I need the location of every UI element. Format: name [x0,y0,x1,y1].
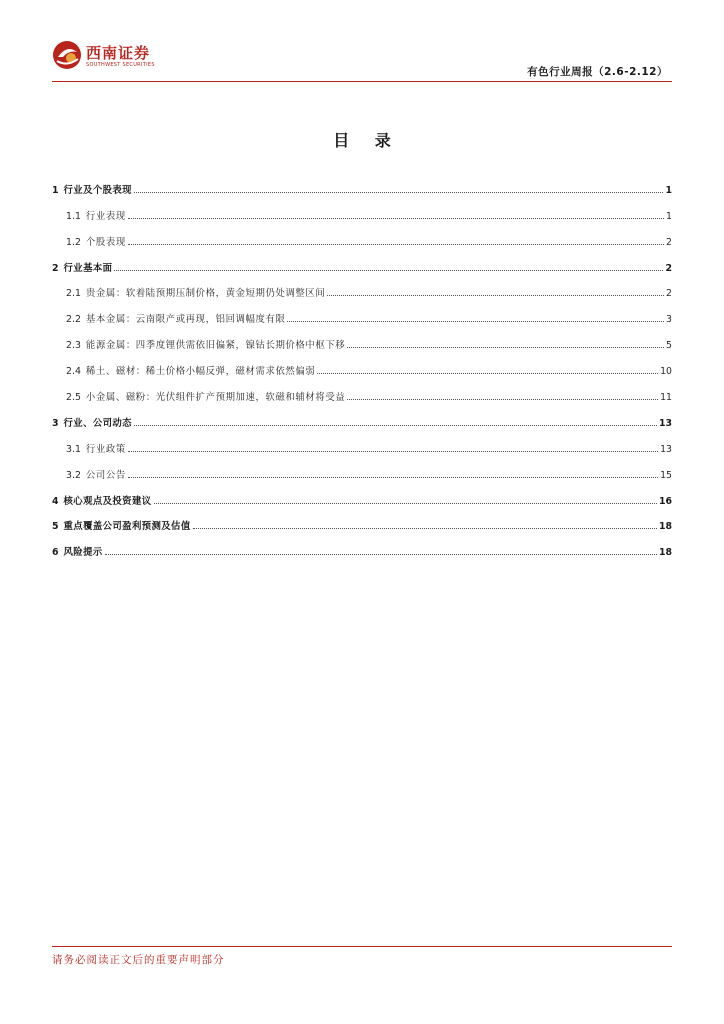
footer-divider [52,946,672,947]
toc-entry-number: 2.3 [66,340,81,352]
toc-entry-page: 11 [660,392,672,404]
toc-entry-title: 能源金属：四季度锂供需依旧偏紧，镍钴长期价格中枢下移 [85,340,346,352]
toc-entry-number: 2.1 [66,288,81,300]
toc-entry[interactable] [52,429,672,455]
toc-entry-title: 公司公告 [85,469,126,481]
toc-entry-page: 13 [658,417,672,429]
toc-entry[interactable] [52,248,672,274]
toc-entry-number: 6 [52,547,59,559]
toc-entry[interactable] [52,274,672,300]
toc-entry-page: 1 [665,184,672,196]
toc-dot-leader [128,218,664,219]
toc-entry-number: 1.2 [66,236,81,248]
toc-entry-page: 16 [658,495,672,507]
toc-entry[interactable] [52,325,672,351]
toc-entry[interactable] [52,196,672,222]
toc-entry-title: 行业政策 [85,443,126,455]
toc-dot-leader [287,321,664,322]
toc-entry-page: 2 [665,262,672,274]
toc-entry-title: 稀土、磁材：稀土价格小幅反弹，磁材需求依然偏弱 [85,366,316,378]
toc-entry[interactable] [52,455,672,481]
toc-entry-page: 13 [660,443,672,455]
toc-entry-title: 风险提示 [63,547,103,559]
toc-entry-title: 基本金属：云南限产或再现，铝回调幅度有限 [85,314,286,326]
toc-entry-page: 3 [666,314,672,326]
toc-entry-number: 5 [52,521,59,533]
toc-dot-leader [105,554,657,555]
toc-entry[interactable] [52,481,672,507]
toc-entry[interactable] [52,377,672,403]
toc-entry-number: 4 [52,495,59,507]
toc-entry[interactable] [52,299,672,325]
toc-entry-page: 1 [666,210,672,222]
toc-entry-number: 3 [52,417,59,429]
toc-entry-page: 2 [666,236,672,248]
toc-entry-page: 15 [660,469,672,481]
report-name: 有色行业周报（2.6-2.12） [527,66,668,78]
toc-dot-leader [327,295,664,296]
toc-entry[interactable] [52,170,672,196]
toc-dot-leader [128,244,664,245]
toc-entry-number: 2 [52,262,59,274]
toc-entry-number: 1.1 [66,210,81,222]
toc-dot-leader [154,503,657,504]
footer-disclaimer: 请务必阅读正文后的重要声明部分 [52,954,225,966]
toc-dot-leader [347,347,664,348]
toc-entry-title: 行业及个股表现 [63,184,132,196]
toc-entry-title: 重点覆盖公司盈利预测及估值 [63,521,191,533]
toc-entry[interactable] [52,222,672,248]
header-divider [52,81,672,82]
toc-entry-title: 行业表现 [85,210,126,222]
toc-entry[interactable] [52,403,672,429]
logo-chinese-text: 西南证券 [86,44,151,62]
table-of-contents [52,170,672,558]
toc-entry-title: 个股表现 [85,236,126,248]
toc-dot-leader [317,373,658,374]
page-header [52,38,672,80]
toc-entry-title: 小金属、磁粉：光伏组件扩产预期加速，软磁和辅材将受益 [85,392,346,404]
southwest-securities-logo-icon [52,40,82,70]
toc-dot-leader [193,528,657,529]
logo-english-text: SOUTHWEST SECURITIES [86,62,155,68]
toc-entry-page: 18 [658,521,672,533]
toc-dot-leader [128,477,658,478]
toc-entry[interactable] [52,351,672,377]
toc-entry-number: 3.2 [66,469,81,481]
toc-entry-number: 2.4 [66,366,81,378]
toc-title: 目 录 [333,131,401,150]
toc-entry-number: 2.5 [66,392,81,404]
toc-entry-title: 贵金属：软着陆预期压制价格，黄金短期仍处调整区间 [85,288,326,300]
toc-entry-page: 2 [666,288,672,300]
toc-dot-leader [134,425,657,426]
toc-entry-number: 1 [52,184,59,196]
toc-entry-page: 18 [658,547,672,559]
toc-entry-title: 行业基本面 [63,262,113,274]
toc-entry-page: 5 [666,340,672,352]
toc-dot-leader [347,399,658,400]
toc-entry-title: 核心观点及投资建议 [63,495,152,507]
toc-entry-page: 10 [660,366,672,378]
toc-entry-number: 3.1 [66,443,81,455]
toc-entry[interactable] [52,507,672,533]
toc-dot-leader [114,270,663,271]
company-logo [52,40,192,76]
toc-entry[interactable] [52,532,672,558]
toc-entry-title: 行业、公司动态 [63,417,132,429]
toc-dot-leader [134,192,664,193]
toc-dot-leader [128,451,658,452]
toc-entry-number: 2.2 [66,314,81,326]
